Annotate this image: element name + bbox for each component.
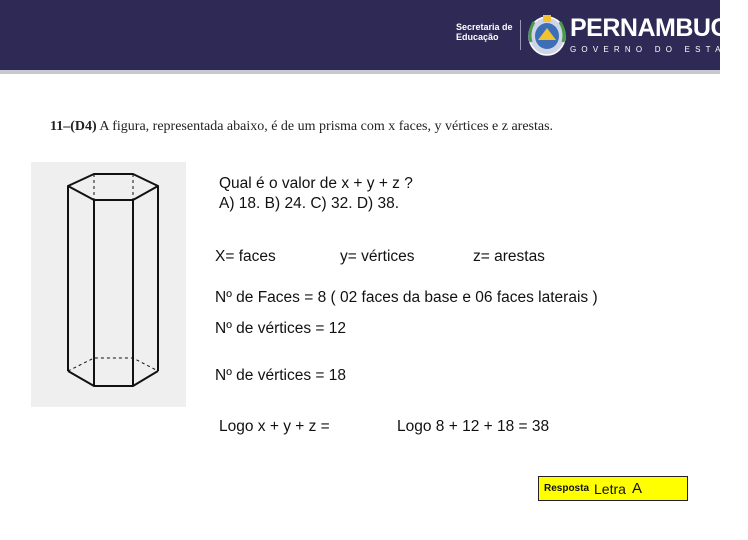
answer-word: Letra xyxy=(594,480,626,497)
header-bar xyxy=(0,0,748,70)
header-divider xyxy=(520,20,521,50)
brand-subtitle: GOVERNO DO ESTADO xyxy=(570,45,748,54)
prompt-question: Qual é o valor de x + y + z ? xyxy=(219,175,413,192)
question-number: 11–(D4) xyxy=(50,119,97,134)
definition-z: z= arestas xyxy=(473,248,545,265)
definition-x: X= faces xyxy=(215,248,276,265)
state-seal-icon xyxy=(526,12,568,58)
secretaria-label xyxy=(456,22,518,42)
answer-box xyxy=(538,476,688,501)
faces-count: Nº de Faces = 8 ( 02 faces da base e 06 faces laterais ) xyxy=(215,289,598,306)
brand-name: PERNAMBUCO xyxy=(570,14,747,42)
edges-count: Nº de vértices = 18 xyxy=(215,367,347,384)
prism-figure xyxy=(31,162,186,407)
question-statement xyxy=(50,119,710,135)
hexagonal-prism-icon xyxy=(31,162,186,407)
vertices-count: Nº de vértices = 12 xyxy=(215,320,347,337)
logo-result: Logo 8 + 12 + 18 = 38 xyxy=(397,418,550,435)
brand-logo xyxy=(570,14,748,55)
definition-y: y= vértices xyxy=(340,248,415,265)
secretaria-line2: Educação xyxy=(456,32,499,42)
header-strip xyxy=(0,70,720,74)
answer-prefix: Resposta xyxy=(544,483,590,494)
logo-expression: Logo x + y + z = xyxy=(219,418,330,435)
answer-options: A) 18. B) 24. C) 32. D) 38. xyxy=(219,195,400,212)
answer-letter: A xyxy=(631,480,642,497)
secretaria-line1: Secretaria de xyxy=(456,22,513,32)
question-text: A figura, representada abaixo, é de um prisma com x faces, y vértices e z arestas. xyxy=(99,119,554,134)
